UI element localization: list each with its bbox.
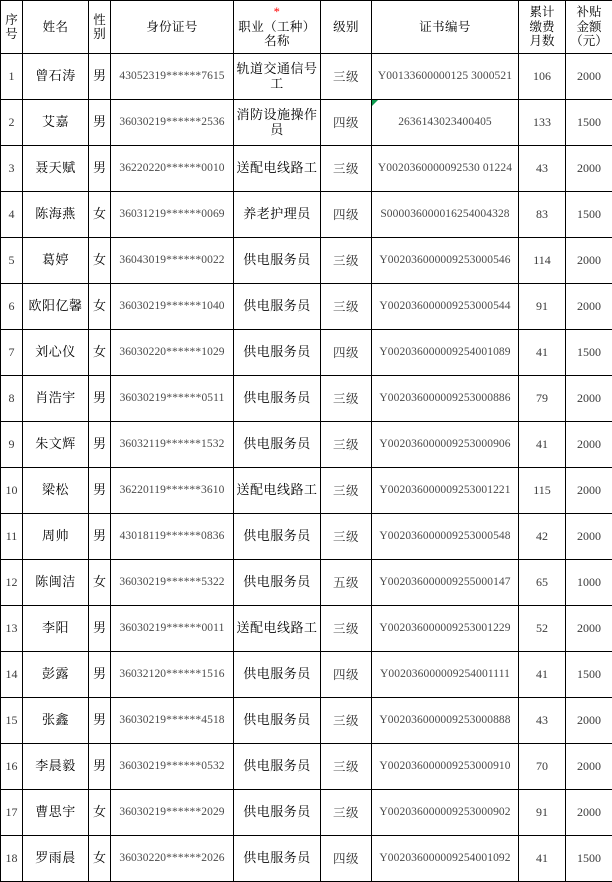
cell-seq[interactable]: 2 [1, 100, 23, 146]
cell-id-number[interactable]: 36220119******3610 [111, 468, 234, 514]
column-header-occupation-text1: 职业（工种） [238, 20, 315, 34]
cell-months[interactable]: 65 [519, 560, 566, 606]
cell-sex[interactable]: 女 [89, 330, 111, 376]
cell-sex[interactable]: 女 [89, 238, 111, 284]
column-header-name[interactable] [23, 1, 89, 54]
table-row [1, 560, 612, 606]
required-asterisk-icon: * [274, 5, 281, 19]
column-header-occupation-line1 [236, 5, 318, 34]
table-row [1, 698, 612, 744]
cell-months[interactable]: 91 [519, 284, 566, 330]
column-header-amount[interactable] [566, 1, 612, 54]
cell-seq[interactable]: 16 [1, 744, 23, 790]
column-header-sex-line2: 别 [91, 27, 108, 41]
table-row [1, 330, 612, 376]
cell-amount[interactable]: 1500 [566, 192, 612, 238]
cell-name[interactable]: 聂天赋 [23, 146, 89, 192]
cell-sex[interactable]: 男 [89, 422, 111, 468]
cell-seq[interactable]: 8 [1, 376, 23, 422]
cell-occupation[interactable]: 送配电线路工 [234, 146, 321, 192]
cell-sex[interactable]: 女 [89, 560, 111, 606]
cell-occupation[interactable]: 送配电线路工 [234, 468, 321, 514]
cell-id-number[interactable]: 36030219******0511 [111, 376, 234, 422]
cell-amount[interactable]: 2000 [566, 422, 612, 468]
cell-seq[interactable]: 13 [1, 606, 23, 652]
column-header-name-label: 姓名 [43, 20, 69, 34]
cell-name[interactable]: 陈海燕 [23, 192, 89, 238]
cell-amount[interactable]: 1500 [566, 652, 612, 698]
cell-certificate[interactable]: Y002036000009253000546 [372, 238, 519, 284]
cell-id-number[interactable]: 36030219******2536 [111, 100, 234, 146]
cell-certificate-text: 2636143023400405 [398, 116, 492, 128]
comment-indicator-icon [372, 100, 378, 106]
table-row [1, 238, 612, 284]
cell-seq[interactable]: 3 [1, 146, 23, 192]
column-header-amount-line3: （元） [568, 34, 610, 48]
cell-amount[interactable]: 2000 [566, 698, 612, 744]
table-body [1, 54, 612, 882]
table-row [1, 376, 612, 422]
column-header-occupation[interactable] [234, 1, 321, 54]
cell-amount[interactable]: 2000 [566, 468, 612, 514]
cell-amount[interactable]: 2000 [566, 238, 612, 284]
cell-occupation[interactable]: 供电服务员 [234, 560, 321, 606]
cell-sex[interactable]: 男 [89, 100, 111, 146]
cell-occupation[interactable]: 供电服务员 [234, 790, 321, 836]
column-header-months-line2: 缴费 [521, 20, 563, 34]
cell-sex[interactable]: 女 [89, 790, 111, 836]
cell-level[interactable]: 三级 [321, 422, 372, 468]
cell-occupation[interactable]: 供电服务员 [234, 376, 321, 422]
cell-certificate[interactable] [372, 100, 519, 146]
column-header-sex[interactable] [89, 1, 111, 54]
cell-certificate[interactable]: Y002036000009253000906 [372, 422, 519, 468]
cell-level[interactable]: 四级 [321, 192, 372, 238]
cell-amount[interactable]: 2000 [566, 146, 612, 192]
cell-id-number[interactable]: 36030219******1040 [111, 284, 234, 330]
cell-certificate[interactable]: Y0020360000092530 01224 [372, 146, 519, 192]
cell-months[interactable]: 133 [519, 100, 566, 146]
column-header-months-line3: 月数 [521, 34, 563, 48]
table-row [1, 514, 612, 560]
cell-seq[interactable]: 17 [1, 790, 23, 836]
cell-id-number[interactable]: 36030219******0011 [111, 606, 234, 652]
cell-name[interactable]: 罗雨晨 [23, 836, 89, 882]
cell-months[interactable]: 115 [519, 468, 566, 514]
column-header-amount-line1: 补贴 [568, 5, 610, 19]
cell-seq[interactable]: 9 [1, 422, 23, 468]
cell-occupation[interactable]: 供电服务员 [234, 836, 321, 882]
column-header-months[interactable] [519, 1, 566, 54]
cell-occupation[interactable]: 供电服务员 [234, 238, 321, 284]
cell-seq[interactable]: 14 [1, 652, 23, 698]
cell-level[interactable]: 三级 [321, 514, 372, 560]
cell-name[interactable]: 梁松 [23, 468, 89, 514]
cell-amount[interactable]: 2000 [566, 284, 612, 330]
cell-id-number[interactable]: 36030219******5322 [111, 560, 234, 606]
cell-certificate[interactable]: Y002036000009253001229 [372, 606, 519, 652]
cell-certificate[interactable]: Y00133600000125 3000521 [372, 54, 519, 100]
cell-certificate[interactable]: Y002036000009254001089 [372, 330, 519, 376]
cell-level[interactable]: 三级 [321, 698, 372, 744]
cell-months[interactable]: 91 [519, 790, 566, 836]
table-row [1, 652, 612, 698]
cell-name[interactable]: 张鑫 [23, 698, 89, 744]
cell-months[interactable]: 43 [519, 698, 566, 744]
cell-level[interactable]: 三级 [321, 54, 372, 100]
cell-amount[interactable]: 2000 [566, 376, 612, 422]
column-header-level[interactable] [321, 1, 372, 54]
cell-months[interactable]: 41 [519, 836, 566, 882]
cell-occupation[interactable]: 养老护理员 [234, 192, 321, 238]
column-header-seq-line2: 号 [3, 27, 20, 41]
table-header [1, 1, 612, 54]
cell-id-number[interactable]: 36031219******0069 [111, 192, 234, 238]
cell-id-number[interactable]: 36030219******4518 [111, 698, 234, 744]
cell-months[interactable]: 41 [519, 652, 566, 698]
cell-id-number[interactable]: 36032120******1516 [111, 652, 234, 698]
cell-amount[interactable]: 2000 [566, 606, 612, 652]
cell-id-number[interactable]: 43052319******7615 [111, 54, 234, 100]
cell-name[interactable]: 欧阳亿馨 [23, 284, 89, 330]
table-row [1, 468, 612, 514]
cell-sex[interactable]: 男 [89, 606, 111, 652]
cell-name[interactable]: 陈闽洁 [23, 560, 89, 606]
cell-months[interactable]: 43 [519, 146, 566, 192]
cell-months[interactable]: 52 [519, 606, 566, 652]
cell-seq[interactable]: 4 [1, 192, 23, 238]
table-row [1, 422, 612, 468]
column-header-id-number-label: 身份证号 [146, 20, 198, 34]
cell-name[interactable]: 李阳 [23, 606, 89, 652]
cell-certificate[interactable]: Y002036000009253000886 [372, 376, 519, 422]
cell-certificate[interactable]: S000036000016254004328 [372, 192, 519, 238]
column-header-months-line1: 累计 [521, 5, 563, 19]
cell-name[interactable]: 刘心仪 [23, 330, 89, 376]
table-row [1, 606, 612, 652]
cell-level[interactable]: 四级 [321, 330, 372, 376]
cell-level[interactable]: 三级 [321, 468, 372, 514]
cell-seq[interactable]: 10 [1, 468, 23, 514]
cell-occupation[interactable]: 供电服务员 [234, 514, 321, 560]
cell-amount[interactable]: 2000 [566, 744, 612, 790]
cell-amount[interactable]: 2000 [566, 790, 612, 836]
table-row [1, 790, 612, 836]
column-header-amount-line2: 金额 [568, 20, 610, 34]
cell-name[interactable]: 肖浩宇 [23, 376, 89, 422]
cell-sex[interactable]: 男 [89, 146, 111, 192]
cell-id-number[interactable]: 36032119******1532 [111, 422, 234, 468]
cell-certificate[interactable]: Y002036000009253000888 [372, 698, 519, 744]
cell-sex[interactable]: 女 [89, 836, 111, 882]
cell-months[interactable]: 83 [519, 192, 566, 238]
cell-sex[interactable]: 男 [89, 468, 111, 514]
cell-id-number[interactable]: 36220220******0010 [111, 146, 234, 192]
column-header-seq-line1: 序 [3, 13, 20, 27]
cell-id-number[interactable]: 36030220******1029 [111, 330, 234, 376]
cell-amount[interactable]: 2000 [566, 514, 612, 560]
column-header-sex-line1: 性 [91, 13, 108, 27]
table-row [1, 836, 612, 882]
cell-level[interactable]: 三级 [321, 790, 372, 836]
cell-occupation[interactable]: 消防设施操作员 [234, 100, 321, 146]
cell-sex[interactable]: 女 [89, 192, 111, 238]
cell-name[interactable]: 周帅 [23, 514, 89, 560]
column-header-seq[interactable] [1, 1, 23, 54]
cell-sex[interactable]: 男 [89, 744, 111, 790]
table-row [1, 100, 612, 146]
table-row [1, 192, 612, 238]
cell-amount[interactable]: 1000 [566, 560, 612, 606]
cell-seq[interactable]: 18 [1, 836, 23, 882]
cell-occupation[interactable]: 供电服务员 [234, 284, 321, 330]
cell-certificate[interactable]: Y002036000009253000544 [372, 284, 519, 330]
column-header-level-label: 级别 [333, 20, 359, 34]
column-header-certificate[interactable] [372, 1, 519, 54]
cell-occupation[interactable]: 供电服务员 [234, 652, 321, 698]
cell-seq[interactable]: 5 [1, 238, 23, 284]
cell-months[interactable]: 42 [519, 514, 566, 560]
table-row [1, 744, 612, 790]
cell-id-number[interactable]: 36030220******2026 [111, 836, 234, 882]
cell-name[interactable]: 曾石涛 [23, 54, 89, 100]
table-row [1, 284, 612, 330]
cell-months[interactable]: 114 [519, 238, 566, 284]
cell-name[interactable]: 曹思宇 [23, 790, 89, 836]
cell-amount[interactable]: 1500 [566, 836, 612, 882]
cell-level[interactable]: 三级 [321, 744, 372, 790]
cell-sex[interactable]: 男 [89, 54, 111, 100]
table-row [1, 54, 612, 100]
cell-name[interactable]: 彭露 [23, 652, 89, 698]
cell-name[interactable]: 朱文辉 [23, 422, 89, 468]
column-header-id-number[interactable] [111, 1, 234, 54]
cell-certificate[interactable]: Y002036000009254001092 [372, 836, 519, 882]
cell-name[interactable]: 艾嘉 [23, 100, 89, 146]
cell-level[interactable]: 三级 [321, 606, 372, 652]
cell-certificate[interactable]: Y002036000009253001221 [372, 468, 519, 514]
cell-level[interactable]: 五级 [321, 560, 372, 606]
cell-months[interactable]: 79 [519, 376, 566, 422]
cell-sex[interactable]: 女 [89, 284, 111, 330]
cell-level[interactable]: 三级 [321, 238, 372, 284]
cell-amount[interactable]: 2000 [566, 54, 612, 100]
cell-months[interactable]: 70 [519, 744, 566, 790]
cell-name[interactable]: 李晨毅 [23, 744, 89, 790]
cell-certificate[interactable]: Y002036000009253000910 [372, 744, 519, 790]
cell-amount[interactable]: 1500 [566, 330, 612, 376]
cell-level[interactable]: 四级 [321, 100, 372, 146]
cell-certificate[interactable]: Y002036000009253000548 [372, 514, 519, 560]
cell-occupation[interactable]: 供电服务员 [234, 698, 321, 744]
table-row [1, 146, 612, 192]
cell-seq[interactable]: 15 [1, 698, 23, 744]
cell-occupation[interactable]: 供电服务员 [234, 422, 321, 468]
cell-level[interactable]: 三级 [321, 146, 372, 192]
cell-seq[interactable]: 6 [1, 284, 23, 330]
header-row [1, 1, 612, 54]
cell-id-number[interactable]: 36030219******2029 [111, 790, 234, 836]
cell-id-number[interactable]: 36030219******0532 [111, 744, 234, 790]
cell-occupation[interactable]: 供电服务员 [234, 744, 321, 790]
cell-certificate[interactable]: Y002036000009254001111 [372, 652, 519, 698]
cell-occupation[interactable]: 轨道交通信号工 [234, 54, 321, 100]
cell-id-number[interactable]: 36043019******0022 [111, 238, 234, 284]
cell-months[interactable]: 41 [519, 422, 566, 468]
cell-sex[interactable]: 男 [89, 376, 111, 422]
cell-id-number[interactable]: 43018119******0836 [111, 514, 234, 560]
cell-sex[interactable]: 男 [89, 652, 111, 698]
column-header-certificate-label: 证书编号 [419, 20, 471, 34]
cell-seq[interactable]: 12 [1, 560, 23, 606]
column-header-occupation-line2: 名称 [236, 34, 318, 48]
cell-sex[interactable]: 男 [89, 698, 111, 744]
cell-level[interactable]: 三级 [321, 284, 372, 330]
cell-occupation[interactable]: 供电服务员 [234, 330, 321, 376]
cell-occupation[interactable]: 送配电线路工 [234, 606, 321, 652]
cell-sex[interactable]: 男 [89, 514, 111, 560]
cell-name[interactable]: 葛婷 [23, 238, 89, 284]
cell-level[interactable]: 三级 [321, 376, 372, 422]
cell-certificate[interactable]: Y002036000009255000147 [372, 560, 519, 606]
cell-months[interactable]: 106 [519, 54, 566, 100]
cell-seq[interactable]: 11 [1, 514, 23, 560]
cell-level[interactable]: 四级 [321, 836, 372, 882]
cell-months[interactable]: 41 [519, 330, 566, 376]
cell-seq[interactable]: 1 [1, 54, 23, 100]
cell-certificate[interactable]: Y002036000009253000902 [372, 790, 519, 836]
cell-seq[interactable]: 7 [1, 330, 23, 376]
cell-level[interactable]: 四级 [321, 652, 372, 698]
cell-amount[interactable]: 1500 [566, 100, 612, 146]
